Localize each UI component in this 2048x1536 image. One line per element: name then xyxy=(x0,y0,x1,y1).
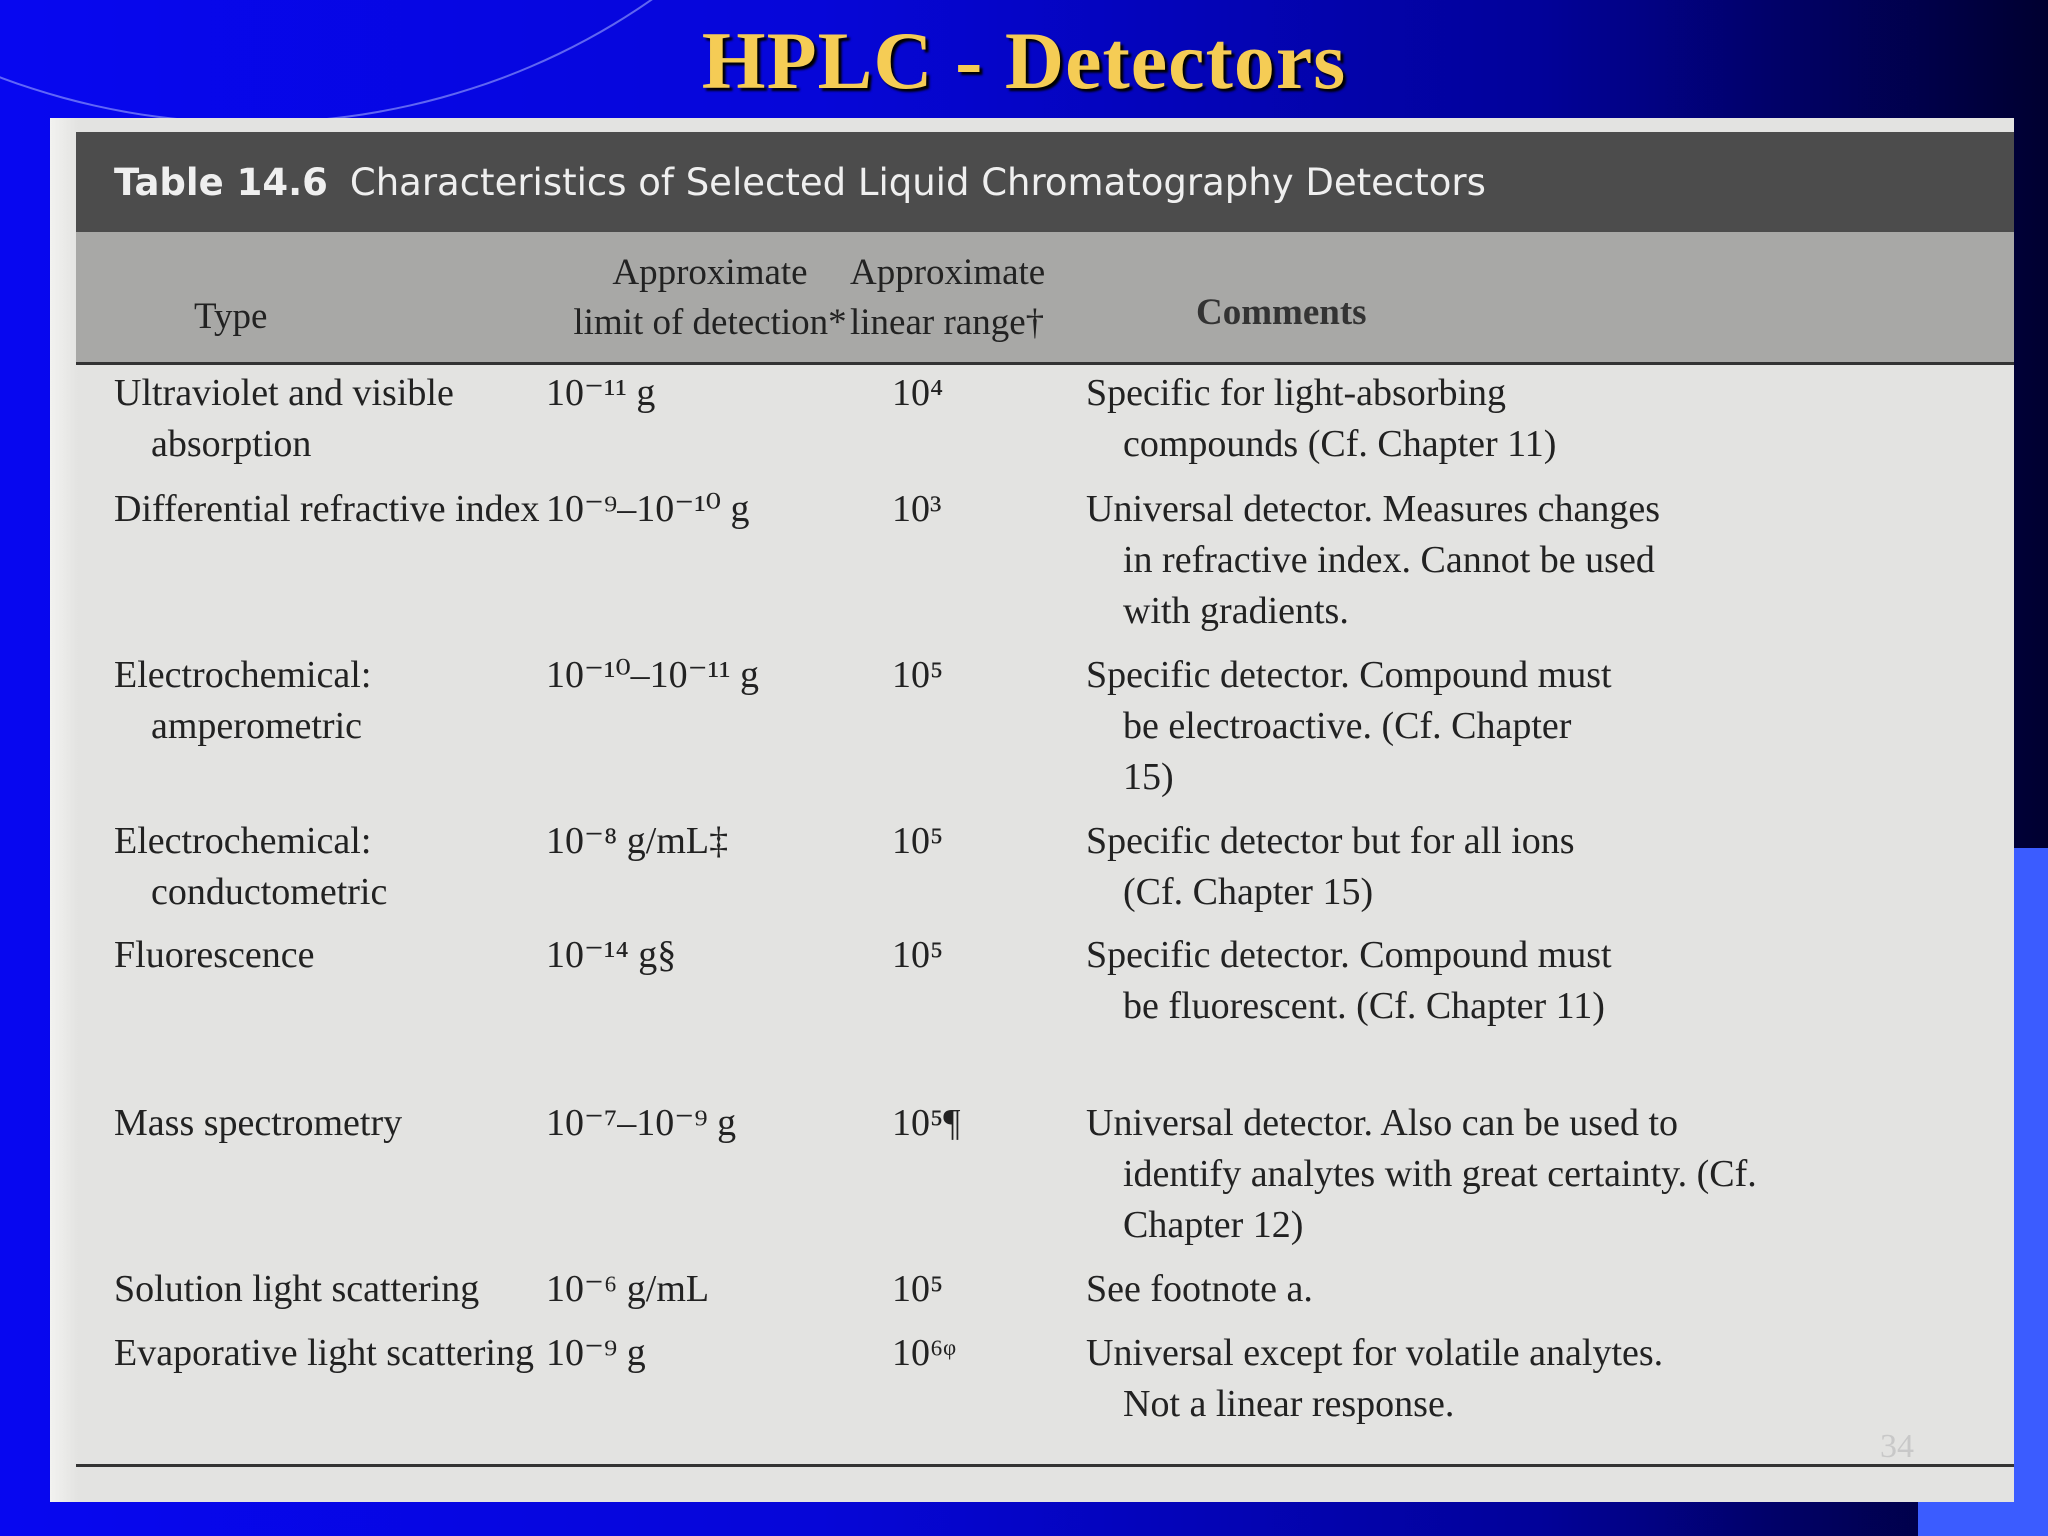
cell-type: Ultraviolet and visible absorption xyxy=(114,372,454,465)
cell-type: Electrochemical: amperometric xyxy=(114,654,372,747)
table-image-panel xyxy=(50,118,2014,1502)
cell-lod: 10⁻⁹–10⁻¹⁰ g xyxy=(546,488,750,530)
header-comments: Comments xyxy=(1196,292,1367,333)
cell-lod: 10⁻¹⁰–10⁻¹¹ g xyxy=(546,654,760,696)
cell-comment: See footnote a. xyxy=(1086,1268,1313,1310)
cell-range: 10⁵ xyxy=(892,654,944,696)
page-edge-shading xyxy=(50,118,78,1502)
table-caption xyxy=(76,132,2014,232)
cell-range: 10⁵ xyxy=(892,820,944,862)
cell-range: 10³ xyxy=(892,488,942,530)
cell-range: 10⁵¶ xyxy=(892,1102,961,1144)
cell-range: 10⁴ xyxy=(892,372,944,414)
cell-type: Evaporative light scattering xyxy=(114,1332,534,1374)
cell-type: Solution light scattering xyxy=(114,1268,480,1310)
cell-comment: Specific detector. Compound must be fluorescent. (Cf. Chapter 11) xyxy=(1086,934,1612,1027)
cell-lod: 10⁻⁷–10⁻⁹ g xyxy=(546,1102,737,1144)
cell-lod: 10⁻⁶ g/mL xyxy=(546,1268,710,1310)
cell-type: Fluorescence xyxy=(114,934,315,976)
cell-comment: Specific for light-absorbing compounds (Cf. Chapter 11) xyxy=(1086,372,1557,465)
cell-lod: 10⁻⁹ g xyxy=(546,1332,646,1374)
page-number: 34 xyxy=(1880,1428,1914,1465)
cell-type: Electrochemical: conductometric xyxy=(114,820,388,913)
cell-range: 10⁵ xyxy=(892,1268,944,1310)
table-header-row xyxy=(76,232,2014,365)
cell-type: Mass spectrometry xyxy=(114,1102,403,1144)
table-caption-label: Table 14.6 xyxy=(114,160,328,204)
cell-type: Differential refractive index xyxy=(114,488,540,530)
cell-comment: Specific detector but for all ions (Cf. Chapter 15) xyxy=(1086,820,1575,913)
cell-comment: Specific detector. Compound must be electroactive. (Cf. Chapter 15) xyxy=(1086,654,1612,798)
cell-lod: 10⁻¹¹ g xyxy=(546,372,656,414)
header-range-line2: linear range† xyxy=(850,302,1045,343)
cell-comment: Universal detector. Also can be used to identify analytes with great certainty. (Cf. Chapter 12) xyxy=(1086,1102,1757,1246)
cell-range: 10⁶ᵠ xyxy=(892,1332,956,1374)
cell-comment: Universal detector. Measures changes in refractive index. Cannot be used with gradients. xyxy=(1086,488,1661,632)
slide-title: HPLC - Detectors xyxy=(701,15,1347,106)
table-bottom-rule xyxy=(76,1464,2014,1467)
header-lod-line1: Approximate xyxy=(612,252,808,293)
header-range-line1: Approximate xyxy=(850,252,1046,293)
cell-comment: Universal except for volatile analytes. Not a linear response. xyxy=(1086,1332,1664,1425)
table-caption-text: Characteristics of Selected Liquid Chromatography Detectors xyxy=(349,160,1486,204)
header-lod-line2: limit of detection* xyxy=(573,302,847,343)
cell-range: 10⁵ xyxy=(892,934,944,976)
cell-lod: 10⁻¹⁴ g§ xyxy=(546,934,677,976)
cell-lod: 10⁻⁸ g/mL‡ xyxy=(546,820,729,862)
header-type: Type xyxy=(194,296,268,337)
